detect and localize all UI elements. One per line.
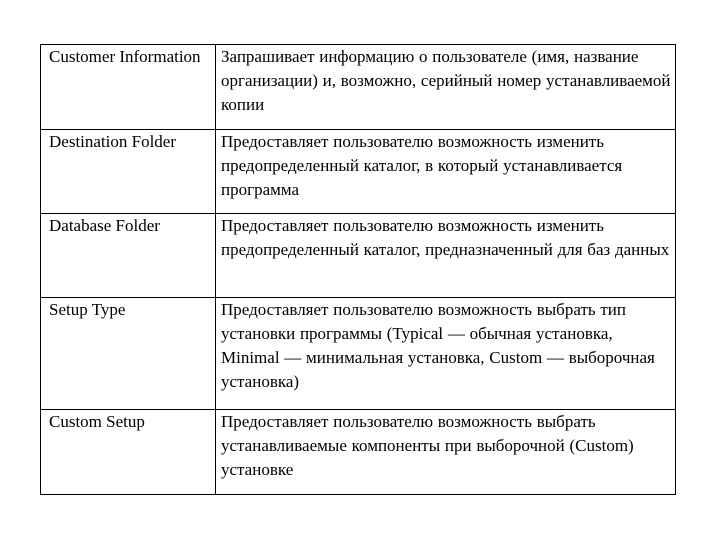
dialog-description: Предоставляет пользователю возможность изменить предопределенный каталог, предназначенный для баз данных xyxy=(221,216,670,259)
dialog-name-cell xyxy=(41,130,216,214)
dialog-name: Customer Information xyxy=(49,47,201,66)
dialog-description-cell xyxy=(216,410,676,495)
dialog-name: Destination Folder xyxy=(49,132,177,151)
dialog-name-cell xyxy=(41,45,216,130)
dialog-description-cell xyxy=(216,45,676,130)
dialog-description-table xyxy=(40,44,676,495)
dialog-description-cell xyxy=(216,298,676,410)
table-row xyxy=(41,130,676,214)
dialog-name-cell xyxy=(41,214,216,298)
dialog-description-cell xyxy=(216,130,676,214)
dialog-name-cell xyxy=(41,410,216,495)
dialog-description: Запрашивает информацию о пользователе (имя, название организации) и, возможно, серийный номер устанавливаемой копии xyxy=(221,47,671,114)
dialog-description: Предоставляет пользователю возможность изменить предопределенный каталог, в который устанавливается программа xyxy=(221,132,623,199)
dialog-description: Предоставляет пользователю возможность выбрать устанавливаемые компоненты при выборочной (Custom) установке xyxy=(221,412,634,479)
dialog-description: Предоставляет пользователю возможность выбрать тип установки программы (Typical — обычная установка, Minimal — минимальная установка, Custom — выборочная установка) xyxy=(221,300,655,391)
dialog-name: Database Folder xyxy=(49,216,160,235)
dialog-name: Setup Type xyxy=(49,300,126,319)
dialog-description-cell xyxy=(216,214,676,298)
dialog-name: Custom Setup xyxy=(49,412,145,431)
table-row xyxy=(41,45,676,130)
table-row xyxy=(41,298,676,410)
table-row xyxy=(41,410,676,495)
dialog-name-cell xyxy=(41,298,216,410)
table-row xyxy=(41,214,676,298)
